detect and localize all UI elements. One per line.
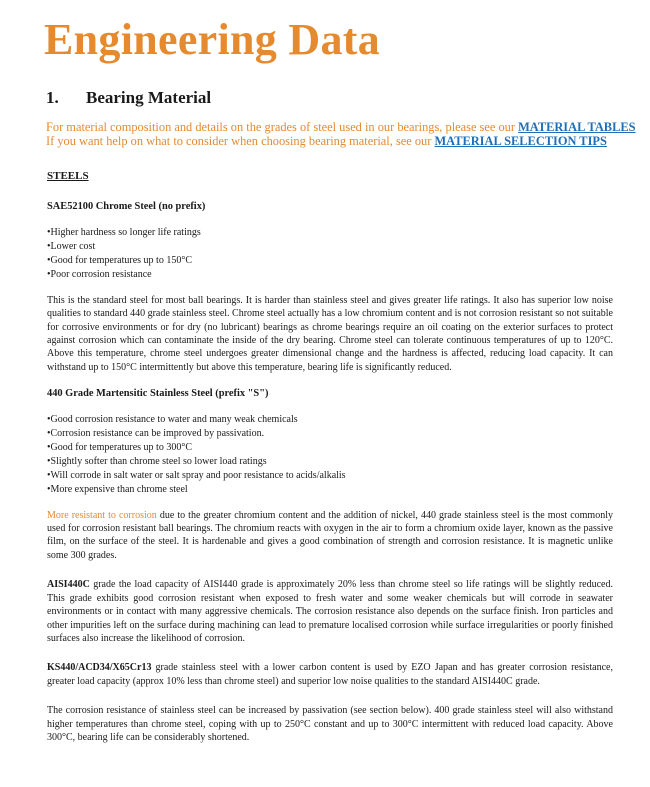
stainless-440-bullets — [47, 413, 613, 497]
section-number: 1. — [46, 88, 59, 107]
aisi440c-grade: AISI440C — [47, 579, 90, 591]
chrome-steel-paragraph: This is the standard steel for most ball bearings. It is harder than stainless steel and gives greater life ratings. It also has superior low noise qualities to standard 440 grade stainless steel. Chrome steel actually has a low chromium content and is not corrosion resistant so not suitable for corrosive environments or for dry (no lubricant) bearings as chrome bearings require an oil coating on the exterior surfaces to protect against corrosion which can contaminate the inside of the dry bearing. Chrome steel can tolerate continuous temperatures of up to 120°C. Above this temperature, chrome steel undergoes greater dimensional change and the hardness is affected, reducing load capacity. It can withstand up to 150°C intermittently but above this temperature, bearing life is significantly reduced. — [47, 294, 613, 373]
list-item: • Good for temperatures up to 150°C — [47, 254, 613, 268]
list-item: • Slightly softer than chrome steel so lower load ratings — [47, 455, 613, 469]
passivation-paragraph: The corrosion resistance of stainless steel can be increased by passivation (see section below). 400 grade stainless steel will also withstand higher temperatures than chrome steel, coping with up to 250°C constant and up to 300°C intermittent with reduced load capacity. Above 300°C, bearing life can be considerably shortened. — [47, 705, 613, 743]
list-item: • More expensive than chrome steel — [47, 483, 613, 497]
section-title: Bearing Material — [86, 88, 212, 107]
list-item: • Lower cost — [47, 240, 613, 254]
stainless-440-paragraph — [47, 509, 613, 563]
document-body — [47, 170, 613, 757]
stainless-440-heading: 440 Grade Martensitic Stainless Steel (prefix "S") — [47, 388, 269, 400]
list-item: • Higher hardness so longer life ratings — [47, 226, 613, 240]
section-heading — [46, 89, 211, 108]
material-selection-tips-link[interactable]: MATERIAL SELECTION TIPS — [434, 134, 607, 148]
intro-text-1: For material composition and details on the grades of steel used in our bearings, please see our — [46, 120, 519, 134]
material-tables-link[interactable]: MATERIAL TABLES — [518, 120, 636, 134]
ks440-paragraph — [47, 661, 613, 688]
chrome-steel-bullets — [47, 226, 613, 282]
aisi440c-text: grade the load capacity of AISI440 grade is approximately 20% less than chrome steel so life ratings will be slightly reduced. This grade exhibits good corrosion resistant when exposed to fresh water and some weaker chemicals but will corrode in seawater environments or in contact with many aggressive chemicals. The corrosion resistance also depends on the surface finish. Iron particles and other impurities left on the surface during machining can lead to premature localised corrosion while surface irregularities or poorly finished surfaces also increase the likelihood of corrosion. — [47, 579, 613, 644]
list-item: • Corrosion resistance can be improved by passivation. — [47, 427, 613, 441]
steels-heading: STEELS — [47, 170, 89, 182]
stainless-440-text: due to the greater chromium content and the addition of nickel, 440 grade stainless steel is the most commonly used for corrosion resistant ball bearings. The chromium reacts with oxygen in the air to form a chromium oxide layer, known as the passive film, on the surface of the steel. It is hardenable and gives a good combination of strength and corrosion resistance. It is magnetic unlike some 300 grades. — [47, 509, 613, 561]
ks440-grade: KS440/ACD34/X65Cr13 — [47, 662, 152, 674]
page-title: Engineering Data — [44, 15, 381, 64]
intro-block — [46, 120, 636, 148]
list-item: • Good for temperatures up to 300°C — [47, 441, 613, 455]
chrome-steel-heading: SAE52100 Chrome Steel (no prefix) — [47, 201, 206, 213]
intro-line-1 — [46, 120, 636, 134]
intro-text-2: If you want help on what to consider when choosing bearing material, see our — [46, 134, 435, 148]
aisi440c-paragraph — [47, 578, 613, 645]
list-item: • Good corrosion resistance to water and many weak chemicals — [47, 413, 613, 427]
corrosion-lead-text: More resistant to corrosion — [47, 509, 157, 521]
list-item: • Will corrode in salt water or salt spray and poor resistance to acids/alkalis — [47, 469, 613, 483]
list-item: • Poor corrosion resistance — [47, 268, 613, 282]
ks440-text: grade stainless steel with a lower carbon content is used by EZO Japan and has greater corrosion resistance, greater load capacity (approx 10% less than chrome steel) and superior low noise qualities to the standard AISI440C grade. — [47, 662, 613, 687]
intro-line-2 — [46, 134, 626, 148]
